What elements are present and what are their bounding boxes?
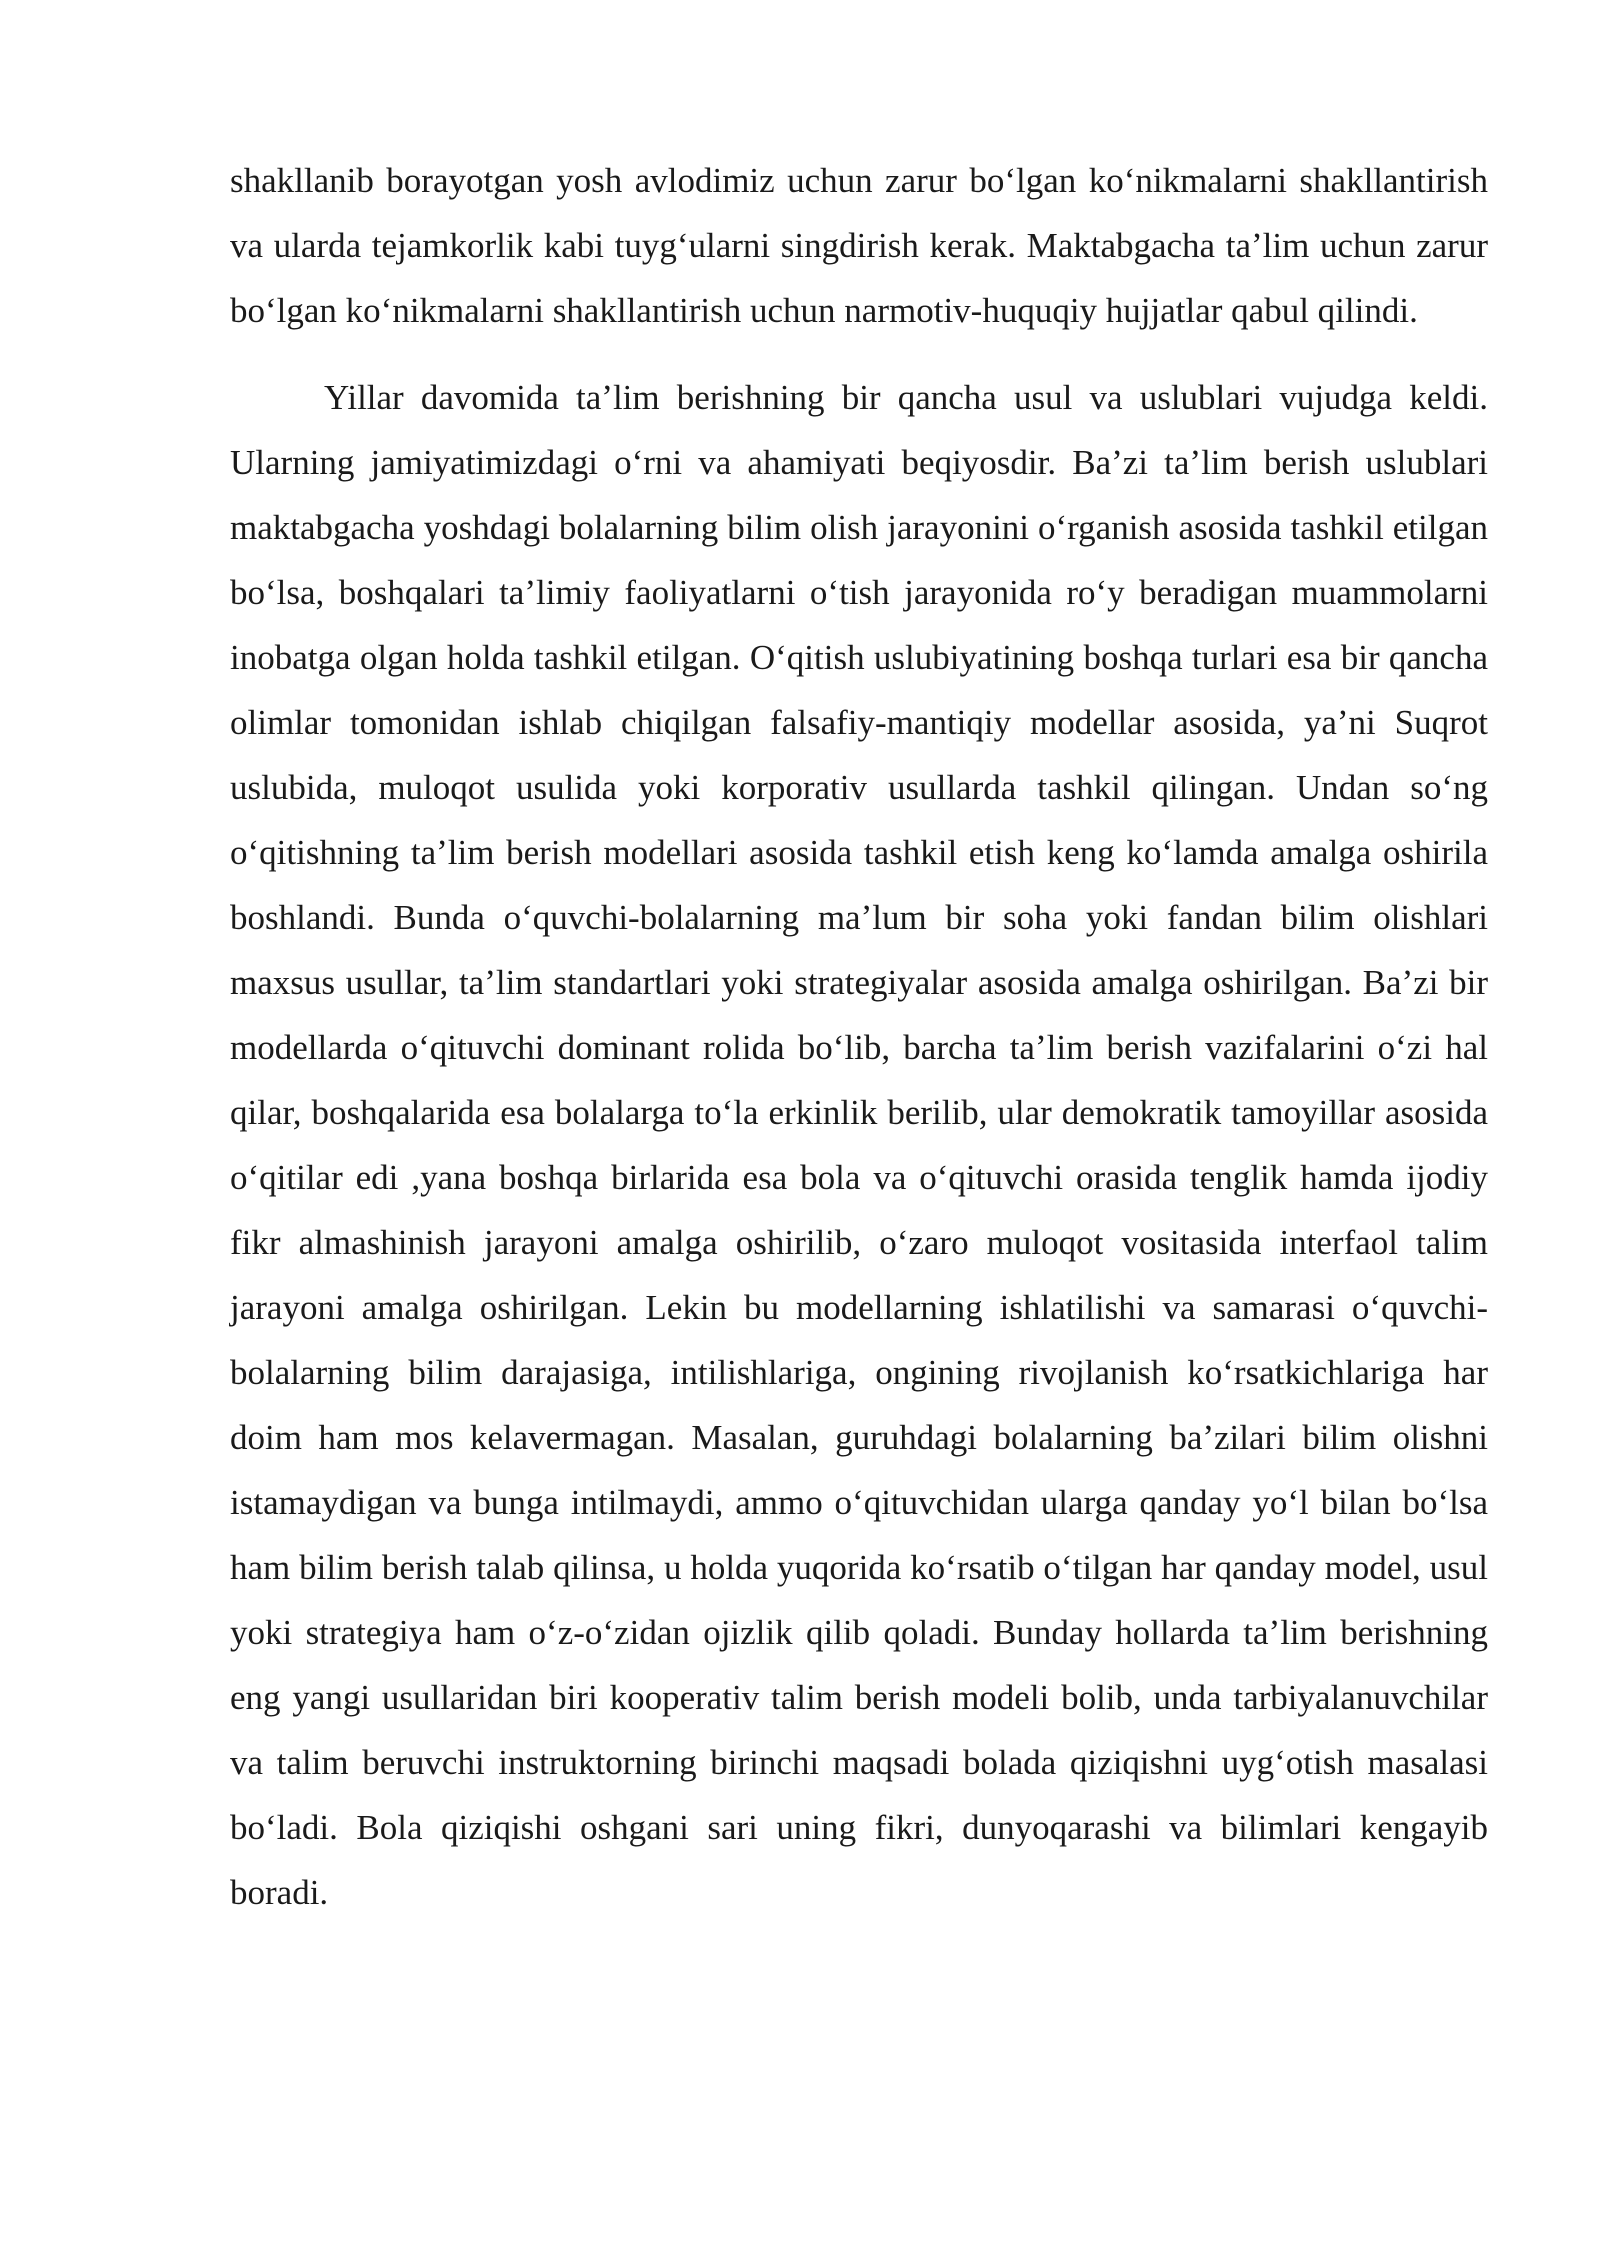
- paragraph-main: Yillar davomida taʼlim berishning bir qancha usul va uslublari vujudga keldi. Ularning jamiyatimizdagi oʻrni va ahamiyati beqiyosdir. Baʼzi taʼlim berish uslublari maktabgacha yoshdagi bolalarning bilim olish jarayonini oʻrganish asosida tashkil etilgan boʻlsa, boshqalari taʼlimiy faoliyatlarni oʻtish jarayonida roʻy beradigan muammolarni inobatga olgan holda tashkil etilgan. Oʻqitish uslubiyatining boshqa turlari esa bir qancha olimlar tomonidan ishlab chiqilgan falsafiy-mantiqiy modellar asosida, yaʼni Suqrot uslubida, muloqot usulida yoki korporativ usullarda tashkil qilingan. Undan soʻng oʻqitishning taʼlim berish modellari asosida tashkil etish keng koʻlamda amalga oshirila boshlandi. Bunda oʻquvchi-bolalarning maʼlum bir soha yoki fandan bilim olishlari maxsus usullar, taʼlim standartlari yoki strategiyalar asosida amalga oshirilgan. Baʼzi bir modellarda oʻqituvchi dominant rolida boʻlib, barcha taʼlim berish vazifalarini oʻzi hal qilar, boshqalarida esa bolalarga toʻla erkinlik berilib, ular demokratik tamoyillar asosida oʻqitilar edi ,yana boshqa birlarida esa bola va oʻqituvchi orasida tenglik hamda ijodiy fikr almashinish jarayoni amalga oshirilib, oʻzaro muloqot vositasida interfaol talim jarayoni amalga oshirilgan. Lekin bu modellarning ishlatilishi va samarasi oʻquvchi-bolalarning bilim darajasiga, intilishlariga, ongining rivojlanish koʻrsatkichlariga har doim ham mos kelavermagan. Masalan, guruhdagi bolalarning baʼzilari bilim olishni istamaydigan va bunga intilmaydi, ammo oʻqituvchidan ularga qanday yoʻl bilan boʻlsa ham bilim berish talab qilinsa, u holda yuqorida koʻrsatib oʻtilgan har qanday model, usul yoki strategiya ham oʻz-oʻzidan ojizlik qilib qoladi. Bunday hollarda taʼlim berishning eng yangi usullaridan biri kooperativ talim berish modeli bolib, unda tarbiyalanuvchilar va talim beruvchi instruktorning birinchi maqsadi bolada qiziqishni uygʻotish masalasi boʻladi. Bola qiziqishi oshgani sari uning fikri, dunyoqarashi va bilimlari kengayib boradi.: [230, 378, 1488, 1912]
- paragraph-continuation: shakllanib borayotgan yosh avlodimiz uchun zarur boʻlgan koʻnikmalarni shakllantirish va ularda tejamkorlik kabi tuygʻularni singdirish kerak. Maktabgacha taʼlim uchun zarur boʻlgan koʻnikmalarni shakllantirish uchun narmotiv-huquqiy hujjatlar qabul qilindi.: [230, 161, 1488, 330]
- document-body: [230, 148, 1488, 1925]
